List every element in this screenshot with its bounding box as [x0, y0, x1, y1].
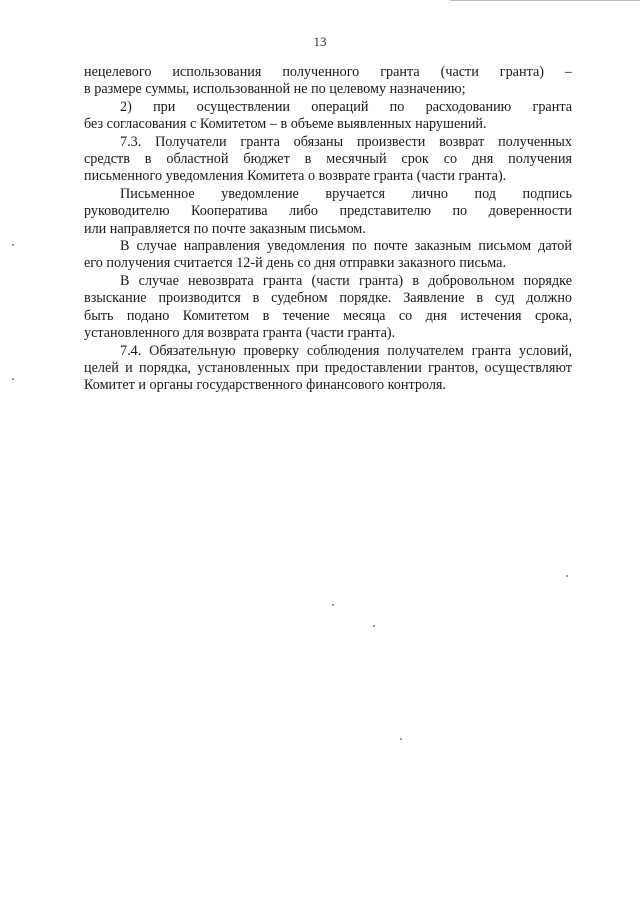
- scan-edge-line: [450, 0, 640, 1]
- page-number: 13: [313, 34, 327, 49]
- paragraph-line: целей и порядка, установленных при предоставлении грантов, осуществляют: [84, 359, 572, 376]
- paragraph-line: В случае направления уведомления по почте заказным письмом датой: [120, 238, 572, 255]
- paragraph-line: 7.3. Получатели гранта обязаны произвести возврат полученных: [120, 133, 572, 150]
- scan-speck: [373, 625, 375, 627]
- document-body: [84, 64, 572, 395]
- paragraph-line: средств в областной бюджет в месячный срок со дня получения: [84, 151, 572, 168]
- paragraph-line: быть подано Комитетом в течение месяца со дня истечения срока,: [84, 307, 572, 324]
- paragraph-line: без согласования с Комитетом – в объеме выявленных нарушений.: [84, 116, 487, 133]
- scan-speck: [332, 604, 334, 606]
- paragraph-line: или направляется по почте заказным письмом.: [84, 220, 366, 237]
- paragraph-line: Письменное уведомление вручается лично под подпись: [120, 185, 572, 202]
- scan-speck: [12, 244, 14, 246]
- paragraph-line: 7.4. Обязательную проверку соблюдения получателем гранта условий,: [120, 342, 572, 359]
- scan-speck: [12, 378, 14, 380]
- paragraph-line: руководителю Кооператива либо представителю по доверенности: [84, 203, 572, 220]
- paragraph-line: его получения считается 12-й день со дня отправки заказного письма.: [84, 255, 506, 272]
- paragraph-line: нецелевого использования полученного гранта (части гранта) –: [84, 64, 572, 80]
- paragraph-line: установленного для возврата гранта (части гранта).: [84, 325, 396, 342]
- paragraph-line: взыскание производится в судебном порядке. Заявление в суд должно: [84, 290, 572, 307]
- paragraph-line: в размере суммы, использованной не по целевому назначению;: [84, 81, 466, 98]
- paragraph-line: письменного уведомления Комитета о возврате гранта (части гранта).: [84, 168, 507, 185]
- paragraph-line: 2) при осуществлении операций по расходованию гранта: [120, 98, 572, 115]
- paragraph-line: Комитет и органы государственного финансового контроля.: [84, 377, 446, 394]
- scan-speck: [400, 738, 402, 740]
- scan-speck: [566, 575, 568, 577]
- paragraph-line: В случае невозврата гранта (части гранта) в добровольном порядке: [120, 272, 572, 289]
